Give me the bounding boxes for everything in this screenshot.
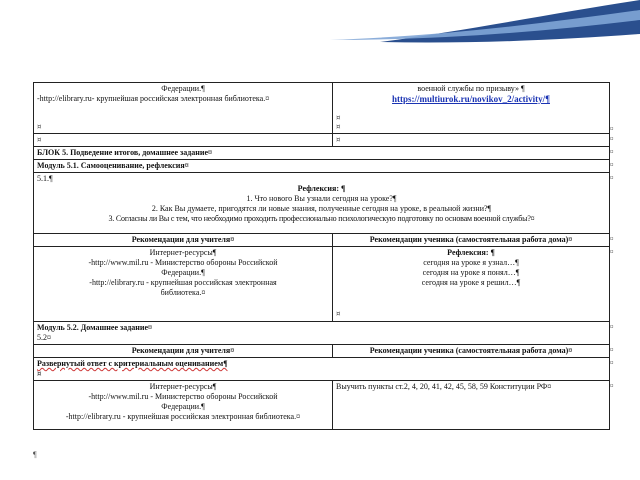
- table-row: [34, 173, 623, 234]
- row-end-mark: ¤: [610, 234, 614, 243]
- cell-line: сегодня на уроке я понял…¶: [422, 268, 520, 277]
- row-end-mark: ¤: [610, 358, 614, 367]
- cell-end-mark: ¤: [336, 136, 341, 144]
- row-end-mark: ¤: [610, 322, 614, 331]
- block-heading: БЛОК 5. Подведение итогов, домашнее задание¤: [34, 147, 610, 160]
- cell-end-mark: ¤: [336, 114, 341, 122]
- internet-resources-cell: [34, 247, 333, 322]
- homework-task-cell: [333, 381, 610, 430]
- paragraph-mark: ¶: [33, 450, 37, 459]
- section-code: 5.1.¶: [37, 174, 53, 183]
- row-end-mark: ¤: [610, 381, 614, 390]
- cell-line: -http://elibrary.ru - крупнейшая российская электронная: [89, 278, 277, 287]
- cell-end-mark: ¤: [37, 370, 42, 378]
- homework-task: Выучить пункты ст.2, 4, 20, 41, 42, 45, 58, 59 Конституции РФ¤: [336, 382, 552, 391]
- table-row: [34, 83, 623, 134]
- reflection-question: 2. Как Вы думаете, пригодятся ли новые знания, полученные сегодня на уроке, в реальной жизни?¶: [151, 204, 492, 213]
- resources-cell: [34, 83, 333, 134]
- student-recommendations-heading: Рекомендации ученика (самостоятельная работа дома)¤: [333, 234, 610, 247]
- cell-line: Федерации.¶: [161, 402, 205, 411]
- reflection-cell: [34, 173, 610, 234]
- cell-end-mark: ¤: [37, 136, 42, 144]
- reflection-question: 3. Согласны ли Вы с тем, что необходимо проходить профессионально психологическую подготовку по основам военной службы?¤: [108, 214, 535, 223]
- cell-line: Федерации.¶: [161, 268, 205, 277]
- slide-header-decoration: [0, 0, 640, 60]
- student-recommendations-heading: Рекомендации ученика (самостоятельная работа дома)¤: [333, 345, 610, 358]
- table-row: [34, 322, 623, 345]
- table-row: [34, 160, 623, 173]
- row-end-mark: ¤: [610, 124, 614, 133]
- multiurok-link[interactable]: https://multiurok.ru/novikov_2/activity/¶: [392, 94, 550, 104]
- row-end-mark: ¤: [610, 247, 614, 256]
- table-row: [34, 147, 623, 160]
- section-code: 5.2¤: [37, 333, 51, 342]
- reflection-title: Рефлексия: ¶: [447, 248, 495, 257]
- cell-line: библиотека.¤: [160, 288, 206, 297]
- teacher-recommendations-heading: Рекомендации для учителя¤: [34, 234, 333, 247]
- row-end-mark: ¤: [610, 147, 614, 156]
- assessment-text: Развернутый ответ с критериальным оцениванием¶: [37, 359, 228, 368]
- cell-line: Интернет-ресурсы¶: [149, 382, 217, 391]
- lesson-plan-table: [33, 82, 623, 430]
- cell-end-mark: ¤: [336, 123, 341, 131]
- table-row: [34, 234, 623, 247]
- document-table-region: [33, 82, 614, 430]
- row-end-mark: ¤: [610, 134, 614, 143]
- row-end-mark: ¤: [610, 345, 614, 354]
- table-row: [34, 381, 623, 430]
- teacher-recommendations-heading: Рекомендации для учителя¤: [34, 345, 333, 358]
- internet-resources-cell: [34, 381, 333, 430]
- student-reflection-cell: [333, 247, 610, 322]
- module-heading: Модуль 5.2. Домашнее задание¤: [37, 323, 153, 332]
- module-heading: Модуль 5.1. Самооценивание, рефлексия¤: [34, 160, 610, 173]
- cell-end-mark: ¤: [336, 310, 341, 318]
- row-end-mark: ¤: [610, 173, 614, 182]
- table-row: [34, 345, 623, 358]
- table-row: [34, 134, 623, 147]
- cell-line: -http://www.mil.ru - Министерство обороны Российской: [88, 392, 278, 401]
- cell-line: военной службы по призыву» ¶: [417, 84, 525, 93]
- cell-line: -http://elibrary.ru- крупнейшая российская электронная библиотека.¤: [37, 94, 270, 103]
- resources-cell-right: [333, 83, 610, 134]
- table-row: [34, 358, 623, 381]
- homework-module-cell: [34, 322, 610, 345]
- table-row: [34, 247, 623, 322]
- reflection-title: Рефлексия: ¶: [297, 184, 346, 193]
- cell-line: Интернет-ресурсы¶: [149, 248, 217, 257]
- reflection-question: 1. Что нового Вы узнали сегодня на уроке?¶: [246, 194, 397, 203]
- cell-line: -http://elibrary.ru - крупнейшая российская электронная библиотека.¤: [65, 412, 301, 421]
- cell-end-mark: ¤: [37, 123, 42, 131]
- empty-cell: [333, 134, 610, 147]
- cell-line: сегодня на уроке я решил…¶: [421, 278, 521, 287]
- row-end-mark: ¤: [610, 160, 614, 169]
- assessment-heading: [34, 358, 610, 381]
- cell-line: сегодня на уроке я узнал…¶: [423, 258, 519, 267]
- empty-cell: [34, 134, 333, 147]
- cell-line: -http://www.mil.ru - Министерство обороны Российской: [88, 258, 278, 267]
- cell-line: Федерации.¶: [161, 84, 205, 93]
